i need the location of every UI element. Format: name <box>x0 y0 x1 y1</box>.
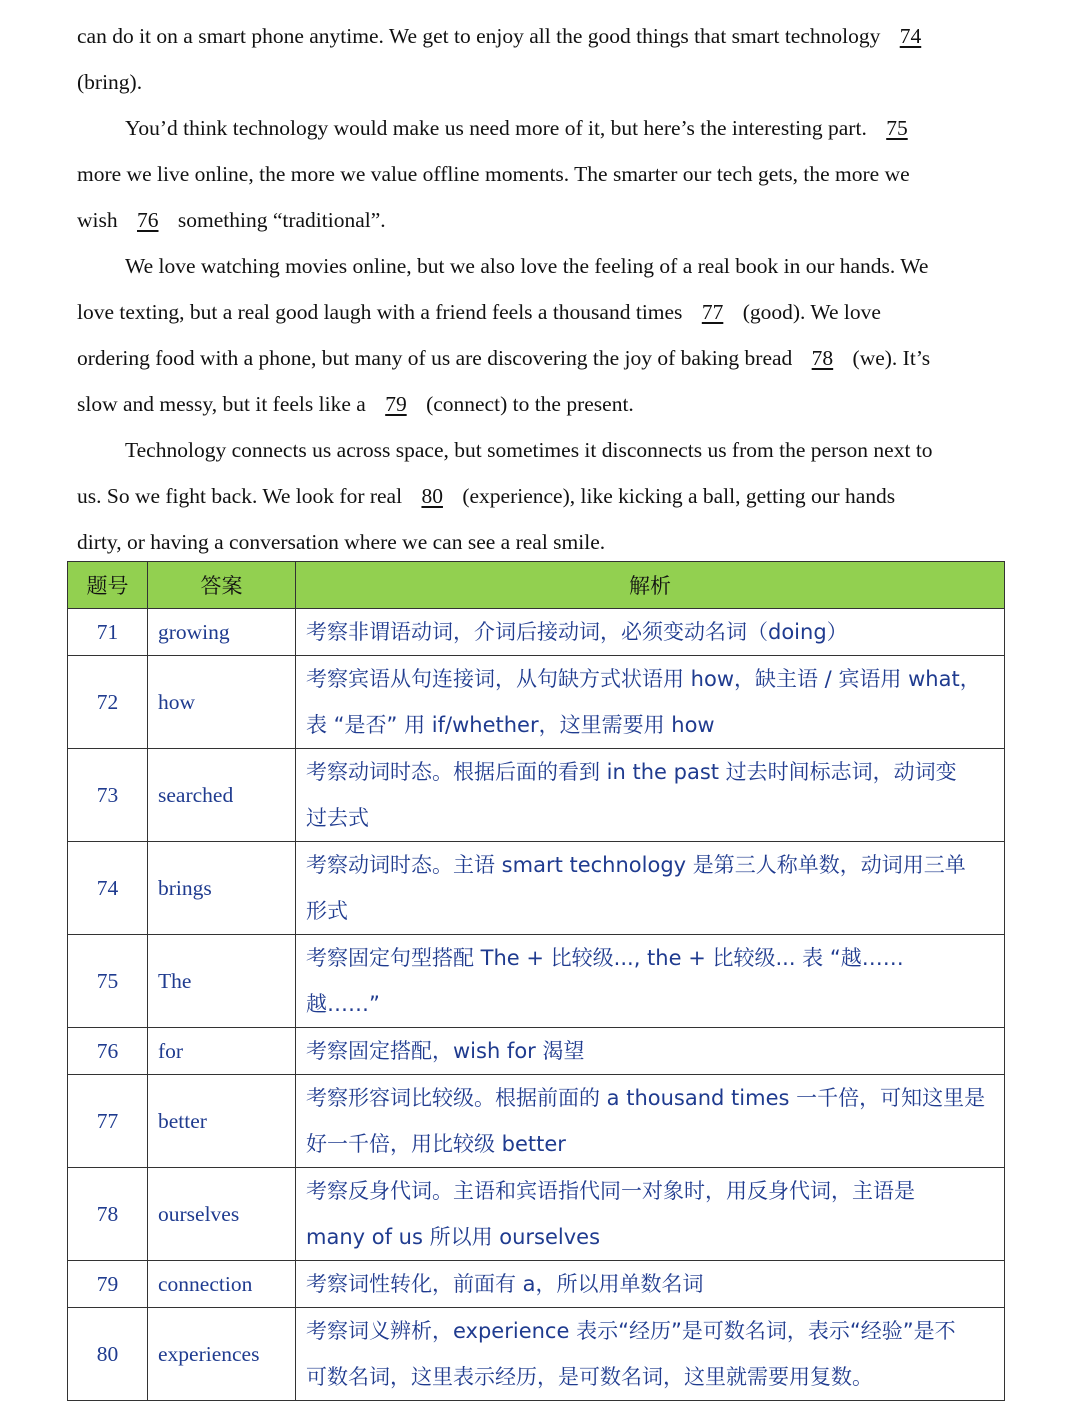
question-number: 74 <box>68 842 148 935</box>
blank-79: 79 <box>385 392 407 416</box>
answer-cell: The <box>148 935 296 1028</box>
header-question-number: 题号 <box>68 562 148 609</box>
explanation-cell: 考察动词时态。根据后面的看到 in the past 过去时间标志词，动词变 过去式 <box>296 749 1005 842</box>
passage-line <box>77 427 1017 473</box>
question-number: 71 <box>68 609 148 656</box>
passage-line <box>77 105 1017 151</box>
line-text: something “traditional”. <box>177 208 386 232</box>
passage-line <box>77 243 1017 289</box>
table-row <box>68 1261 1005 1308</box>
blank-77: 77 <box>701 300 724 324</box>
table-row <box>68 842 1005 935</box>
answer-cell: brings <box>148 842 296 935</box>
line-text: We love watching movies online, but we also love the feeling of a real book in our hands. We <box>125 254 929 278</box>
line-text: Technology connects us across space, but sometimes it disconnects us from the person next to <box>125 438 933 462</box>
line-text: (bring). <box>77 70 143 94</box>
line-text: ordering food with a phone, but many of us are discovering the joy of baking bread <box>77 346 793 370</box>
question-number: 72 <box>68 656 148 749</box>
passage-line <box>77 381 1017 427</box>
answer-cell: ourselves <box>148 1168 296 1261</box>
answer-cell: better <box>148 1075 296 1168</box>
explanation-cell: 考察固定搭配，wish for 渴望 <box>296 1028 1005 1075</box>
passage-line <box>77 197 1017 243</box>
line-text: can do it on a smart phone anytime. We get to enjoy all the good things that smart technology <box>77 24 881 48</box>
blank-76: 76 <box>137 208 159 232</box>
line-text: more we live online, the more we value offline moments. The smarter our tech gets, the more we <box>77 162 910 186</box>
blank-75: 75 <box>886 116 908 140</box>
question-number: 78 <box>68 1168 148 1261</box>
table-row <box>68 935 1005 1028</box>
table-header-row <box>68 562 1005 609</box>
answer-cell: for <box>148 1028 296 1075</box>
question-number: 80 <box>68 1308 148 1401</box>
passage-line <box>77 335 1017 381</box>
line-text: (connect) to the present. <box>426 392 634 416</box>
explanation-cell: 考察词性转化，前面有 a，所以用单数名词 <box>296 1261 1005 1308</box>
explanation-cell: 考察动词时态。主语 smart technology 是第三人称单数，动词用三单 形式 <box>296 842 1005 935</box>
passage-line <box>77 473 1017 519</box>
passage-line <box>77 151 1017 197</box>
blank-74: 74 <box>899 24 922 48</box>
passage-line <box>77 13 1017 59</box>
answer-cell: experiences <box>148 1308 296 1401</box>
passage-line <box>77 519 1017 565</box>
table-row <box>68 1075 1005 1168</box>
line-text: love texting, but a real good laugh with a friend feels a thousand times <box>77 300 683 324</box>
answer-table <box>67 561 1005 1401</box>
explanation-cell: 考察宾语从句连接词，从句缺方式状语用 how，缺主语 / 宾语用 what， 表 “是否” 用 if/whether，这里需要用 how <box>296 656 1005 749</box>
line-text: wish <box>77 208 118 232</box>
table-row <box>68 1168 1005 1261</box>
explanation-cell: 考察词义辨析，experience 表示“经历”是可数名词，表示“经验”是不 可数名词，这里表示经历，是可数名词，这里就需要用复数。 <box>296 1308 1005 1401</box>
answer-cell: connection <box>148 1261 296 1308</box>
blank-80: 80 <box>421 484 443 508</box>
explanation-cell: 考察反身代词。主语和宾语指代同一对象时，用反身代词，主语是 many of us 所以用 ourselves <box>296 1168 1005 1261</box>
table-row <box>68 609 1005 656</box>
question-number: 75 <box>68 935 148 1028</box>
line-text: (experience), like kicking a ball, getting our hands <box>462 484 896 508</box>
answer-cell: growing <box>148 609 296 656</box>
question-number: 73 <box>68 749 148 842</box>
line-text: (we). It’s <box>852 346 931 370</box>
explanation-cell: 考察形容词比较级。根据前面的 a thousand times 一千倍，可知这里是 好一千倍，用比较级 better <box>296 1075 1005 1168</box>
question-number: 79 <box>68 1261 148 1308</box>
line-text: slow and messy, but it feels like a <box>77 392 366 416</box>
passage <box>77 13 1017 565</box>
line-text: You’d think technology would make us need more of it, but here’s the interesting part. <box>125 116 867 140</box>
passage-line <box>77 289 1017 335</box>
table-row <box>68 749 1005 842</box>
line-text: us. So we fight back. We look for real <box>77 484 403 508</box>
question-number: 76 <box>68 1028 148 1075</box>
line-text: (good). We love <box>742 300 881 324</box>
table-row <box>68 1028 1005 1075</box>
table-row <box>68 1308 1005 1401</box>
table-row <box>68 656 1005 749</box>
explanation-cell: 考察非谓语动词，介词后接动词，必须变动名词（doing） <box>296 609 1005 656</box>
explanation-cell: 考察固定句型搭配 The + 比较级..., the + 比较级... 表 “越…… 越……” <box>296 935 1005 1028</box>
question-number: 77 <box>68 1075 148 1168</box>
answer-cell: searched <box>148 749 296 842</box>
passage-line <box>77 59 1017 105</box>
line-text: dirty, or having a conversation where we can see a real smile. <box>77 530 606 554</box>
header-explanation: 解析 <box>296 562 1005 609</box>
blank-78: 78 <box>811 346 834 370</box>
answer-cell: how <box>148 656 296 749</box>
header-answer: 答案 <box>148 562 296 609</box>
